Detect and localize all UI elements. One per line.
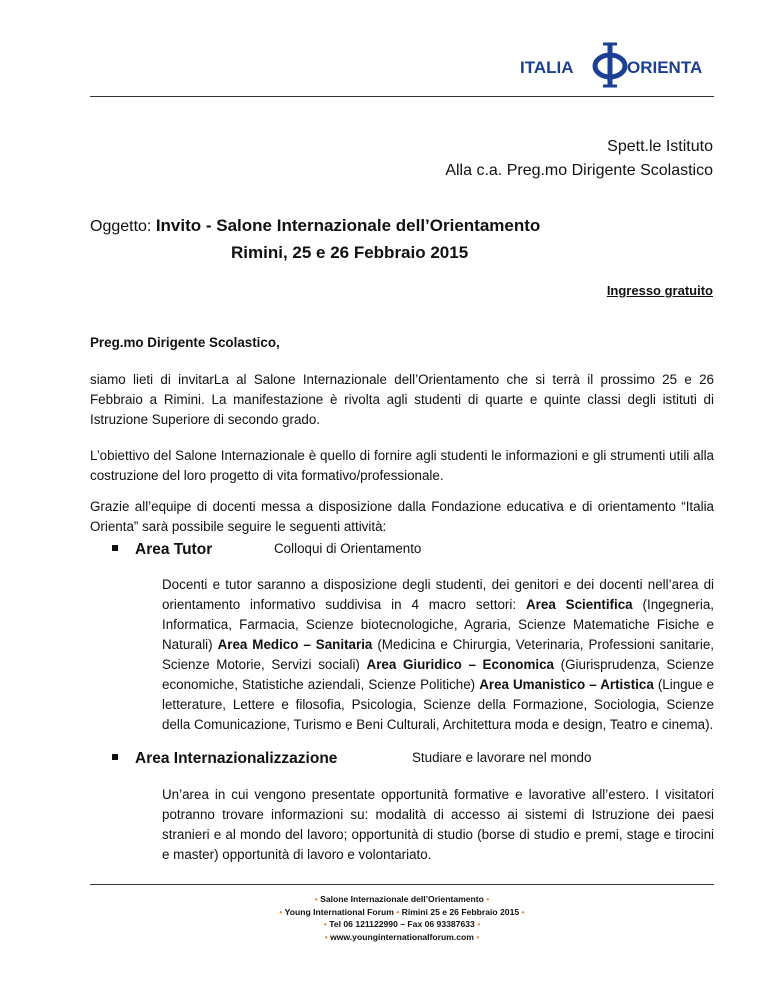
paragraph-activities-intro: Grazie all’equipe di docenti messa a disposizione dalla Fondazione educativa e di orientamento “Italia Orienta” sarà possibile seguire le seguenti attività: [90,499,714,534]
dot-icon: • [477,919,481,930]
footer-event-name: Salone Internazionale dell’Orientamento [320,894,484,904]
dot-icon: • [323,919,327,930]
dot-icon: • [521,906,525,917]
activity-description-tutor: Docenti e tutor saranno a disposizione degli studenti, dei genitori e dei docenti nell’area di orientamento informativo suddivisa in 4 macro settori: Area Scientifica (Ingegneria, Informatica, Farmacia, Scienze biotecnologiche, Agraria, Scienze Matematiche Fisiche e Naturali) Area Medico – Sanitaria (Medicina e Chirurgia, Veterinaria, Professioni sanitarie, Scienze Motorie, Servizi sociali) Area Giuridico – Economica (Giurisprudenza, Scienze economiche, Statistiche aziendali, Scienze Politiche) Area Umanistico – Artistica (Lingue e letterature, Lettere e filosofia, Psicologia, Scienze della Formazione, Sociologia, Scienze della Comunicazione, Turismo e Beni Culturali, Architettura moda e design, Teatro e cinema). [162,577,714,732]
area-name: Area Giuridico – Economica [366,657,554,672]
italia-orienta-logo [520,40,710,90]
subject-label: Oggetto: [90,218,152,235]
area-name: Area Medico – Sanitaria [217,637,373,652]
free-entry-note: Ingresso gratuito [606,283,713,298]
logo-text-right: ORIENTA [627,58,703,77]
area-name: Area Umanistico – Artistica [479,677,654,692]
footer-forum-name: Young International Forum [284,906,394,917]
bullet-square-icon [112,545,118,551]
dot-icon: • [476,931,480,942]
subject-block [90,213,540,266]
dot-icon: • [486,894,490,904]
header-divider [90,96,714,97]
activity-description-international: Un’area in cui vengono presentate opportunità formative e lavorative all’estero. I visitatori potranno trovare informazioni su: modalità di accesso ai sistemi di Istruzione dei paesi stranieri e al mondo del lavoro; opportunità di studio (borse di studio e premi, stage e tirocini e master) opportunità di lavoro e volontariato. [162,787,714,862]
activity-heading-tutor [112,541,422,559]
activity-title: Area Tutor [135,541,213,558]
footer-line-3 [90,918,714,931]
subject-title: Invito - Salone Internazionale dell’Orientamento [155,216,541,235]
dot-icon: • [396,906,400,917]
paragraph-objective: L’obiettivo del Salone Internazionale è quello di fornire agli studenti le informazioni e gli strumenti utili alla costruzione del loro progetto di vita formativo/professionale. [90,448,714,483]
footer-location-date: Rimini 25 e 26 Febbraio 2015 [401,906,520,917]
activity-subtitle: Studiare e lavorare nel mondo [412,750,592,765]
recipient-block [445,135,713,183]
recipient-line-1: Spett.le Istituto [607,138,713,155]
activity-title: Area Internazionalizzazione [135,750,338,767]
footer-website-link[interactable]: www.younginternationalforum.com [330,931,474,942]
logo-text-left: ITALIA [520,58,574,77]
dot-icon: • [324,931,328,942]
subject-subtitle: Rimini, 25 e 26 Febbraio 2015 [231,243,469,262]
footer-line-2 [90,906,714,919]
dot-icon: • [279,906,283,917]
footer-divider [90,884,714,885]
bullet-square-icon [112,754,118,760]
activity-heading-international [112,750,592,768]
logo-emblem-icon [595,43,625,87]
footer-line-1 [90,893,714,906]
dot-icon: • [314,894,318,904]
salutation: Preg.mo Dirigente Scolastico, [90,335,280,350]
recipient-line-2: Alla c.a. Preg.mo Dirigente Scolastico [445,162,713,179]
footer-contacts: Tel 06 121122990 – Fax 06 93387633 [329,919,475,930]
activity-subtitle: Colloqui di Orientamento [274,541,422,556]
footer [90,893,714,943]
paragraph-intro: siamo lieti di invitarLa al Salone Internazionale dell’Orientamento che si terrà il prossimo 25 e 26 Febbraio a Rimini. La manifestazione è rivolta agli studenti di quarte e quinte classi degli istituti di Istruzione Superiore di secondo grado. [90,372,714,427]
area-name: Area Scientifica [525,597,633,612]
footer-line-4 [90,931,714,944]
